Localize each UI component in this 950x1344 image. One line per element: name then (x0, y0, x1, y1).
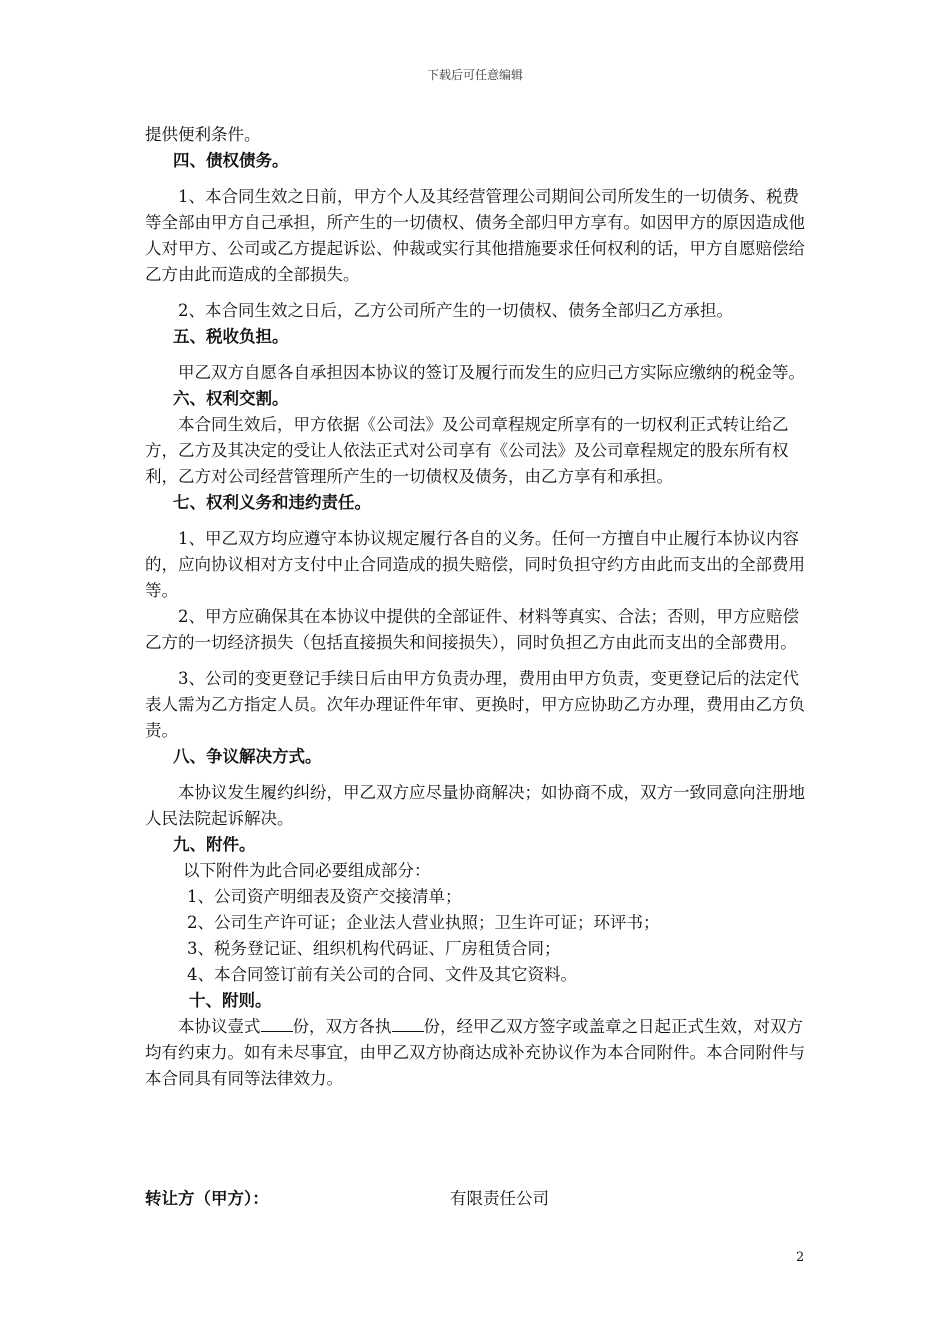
section-7-title: 七、权利义务和违约责任。 (173, 493, 371, 512)
section-10-title: 十、附则。 (189, 991, 272, 1010)
copies-text-c: 份，经甲乙双方签字或盖章之日起正式生效，对双方均有约束力。如有未尽事宜，由甲乙双方协商达成补充协议作为本合同附件。本合同附件与本合同具有同等法律效力。 (145, 1017, 805, 1088)
attachment-item-3: 3、税务登记证、组织机构代码证、厂房租赁合同； (187, 939, 561, 958)
section-7-para-2: 2、甲方应确保其在本协议中提供的全部证件、材料等真实、合法；否则，甲方应赔偿乙方的一切经济损失（包括直接损失和间接损失），同时负担乙方由此而支出的全部费用。 (145, 607, 799, 652)
copies-text-a: 本协议壹式 (178, 1017, 261, 1036)
company-name: 有限责任公司 (450, 1189, 549, 1208)
document-body (145, 122, 815, 1092)
page-number: 2 (796, 1250, 805, 1265)
section-9-title: 九、附件。 (173, 835, 256, 854)
section-4-para-2: 2、本合同生效之日后，乙方公司所产生的一切债权、债务全部归乙方承担。 (178, 301, 733, 320)
section-5-title: 五、税收负担。 (173, 327, 289, 346)
section-10-para-1 (145, 1014, 815, 1092)
section-7-para-3: 3、公司的变更登记手续日后由甲方负责办理，费用由甲方负责，变更登记后的法定代表人需为乙方指定人员。次年办理证件年审、更换时，甲方应协助乙方办理，费用由乙方负责。 (145, 669, 805, 740)
copies-text-b: 份，双方各执 (292, 1017, 392, 1036)
attachment-item-2: 2、公司生产许可证；企业法人营业执照；卫生许可证；环评书； (187, 913, 660, 932)
header-note: 下载后可任意编辑 (426, 68, 523, 82)
attachment-item-4: 4、本合同签订前有关公司的合同、文件及其它资料。 (187, 965, 577, 984)
section-5-para-1: 甲乙双方自愿各自承担因本协议的签订及履行而发生的应归己方实际应缴纳的税金等。 (178, 363, 805, 382)
transferor-label: 转让方（甲方）： (145, 1189, 269, 1208)
section-8-title: 八、争议解决方式。 (173, 747, 322, 766)
signature-block (145, 1185, 815, 1209)
section-4-para-1: 1、本合同生效之日前，甲方个人及其经营管理公司期间公司所发生的一切债务、税费等全部由甲方自己承担，所产生的一切债权、债务全部归甲方享有。如因甲方的原因造成他人对甲方、公司或乙方提起诉讼、仲裁或实行其他措施要求任何权利的话，甲方自愿赔偿给乙方由此而造成的全部损失。 (145, 187, 805, 284)
section-4-title: 四、债权债务。 (173, 151, 289, 170)
section-6-title: 六、权利交割。 (173, 389, 289, 408)
section-6-para-1: 本合同生效后，甲方依据《公司法》及公司章程规定所享有的一切权利正式转让给乙方，乙方及其决定的受让人依法正式对公司享有《公司法》及公司章程规定的股东所有权利，乙方对公司经营管理所产生的一切债权及债务，由乙方享有和承担。 (145, 415, 789, 486)
intro-text: 提供便利条件。 (145, 125, 261, 144)
attachments-lead: 以下附件为此合同必要组成部分： (183, 861, 431, 880)
attachment-item-1: 1、公司资产明细表及资产交接清单； (187, 887, 462, 906)
copies-blank-total (261, 1017, 293, 1032)
copies-blank-each (392, 1017, 424, 1032)
section-8-para-1: 本协议发生履约纠纷，甲乙双方应尽量协商解决；如协商不成，双方一致同意向注册地人民法院起诉解决。 (145, 783, 805, 828)
section-7-para-1: 1、甲乙双方均应遵守本协议规定履行各自的义务。任何一方擅自中止履行本协议内容的，应向协议相对方支付中止合同造成的损失赔偿，同时负担守约方由此而支出的全部费用等。 (145, 529, 805, 600)
